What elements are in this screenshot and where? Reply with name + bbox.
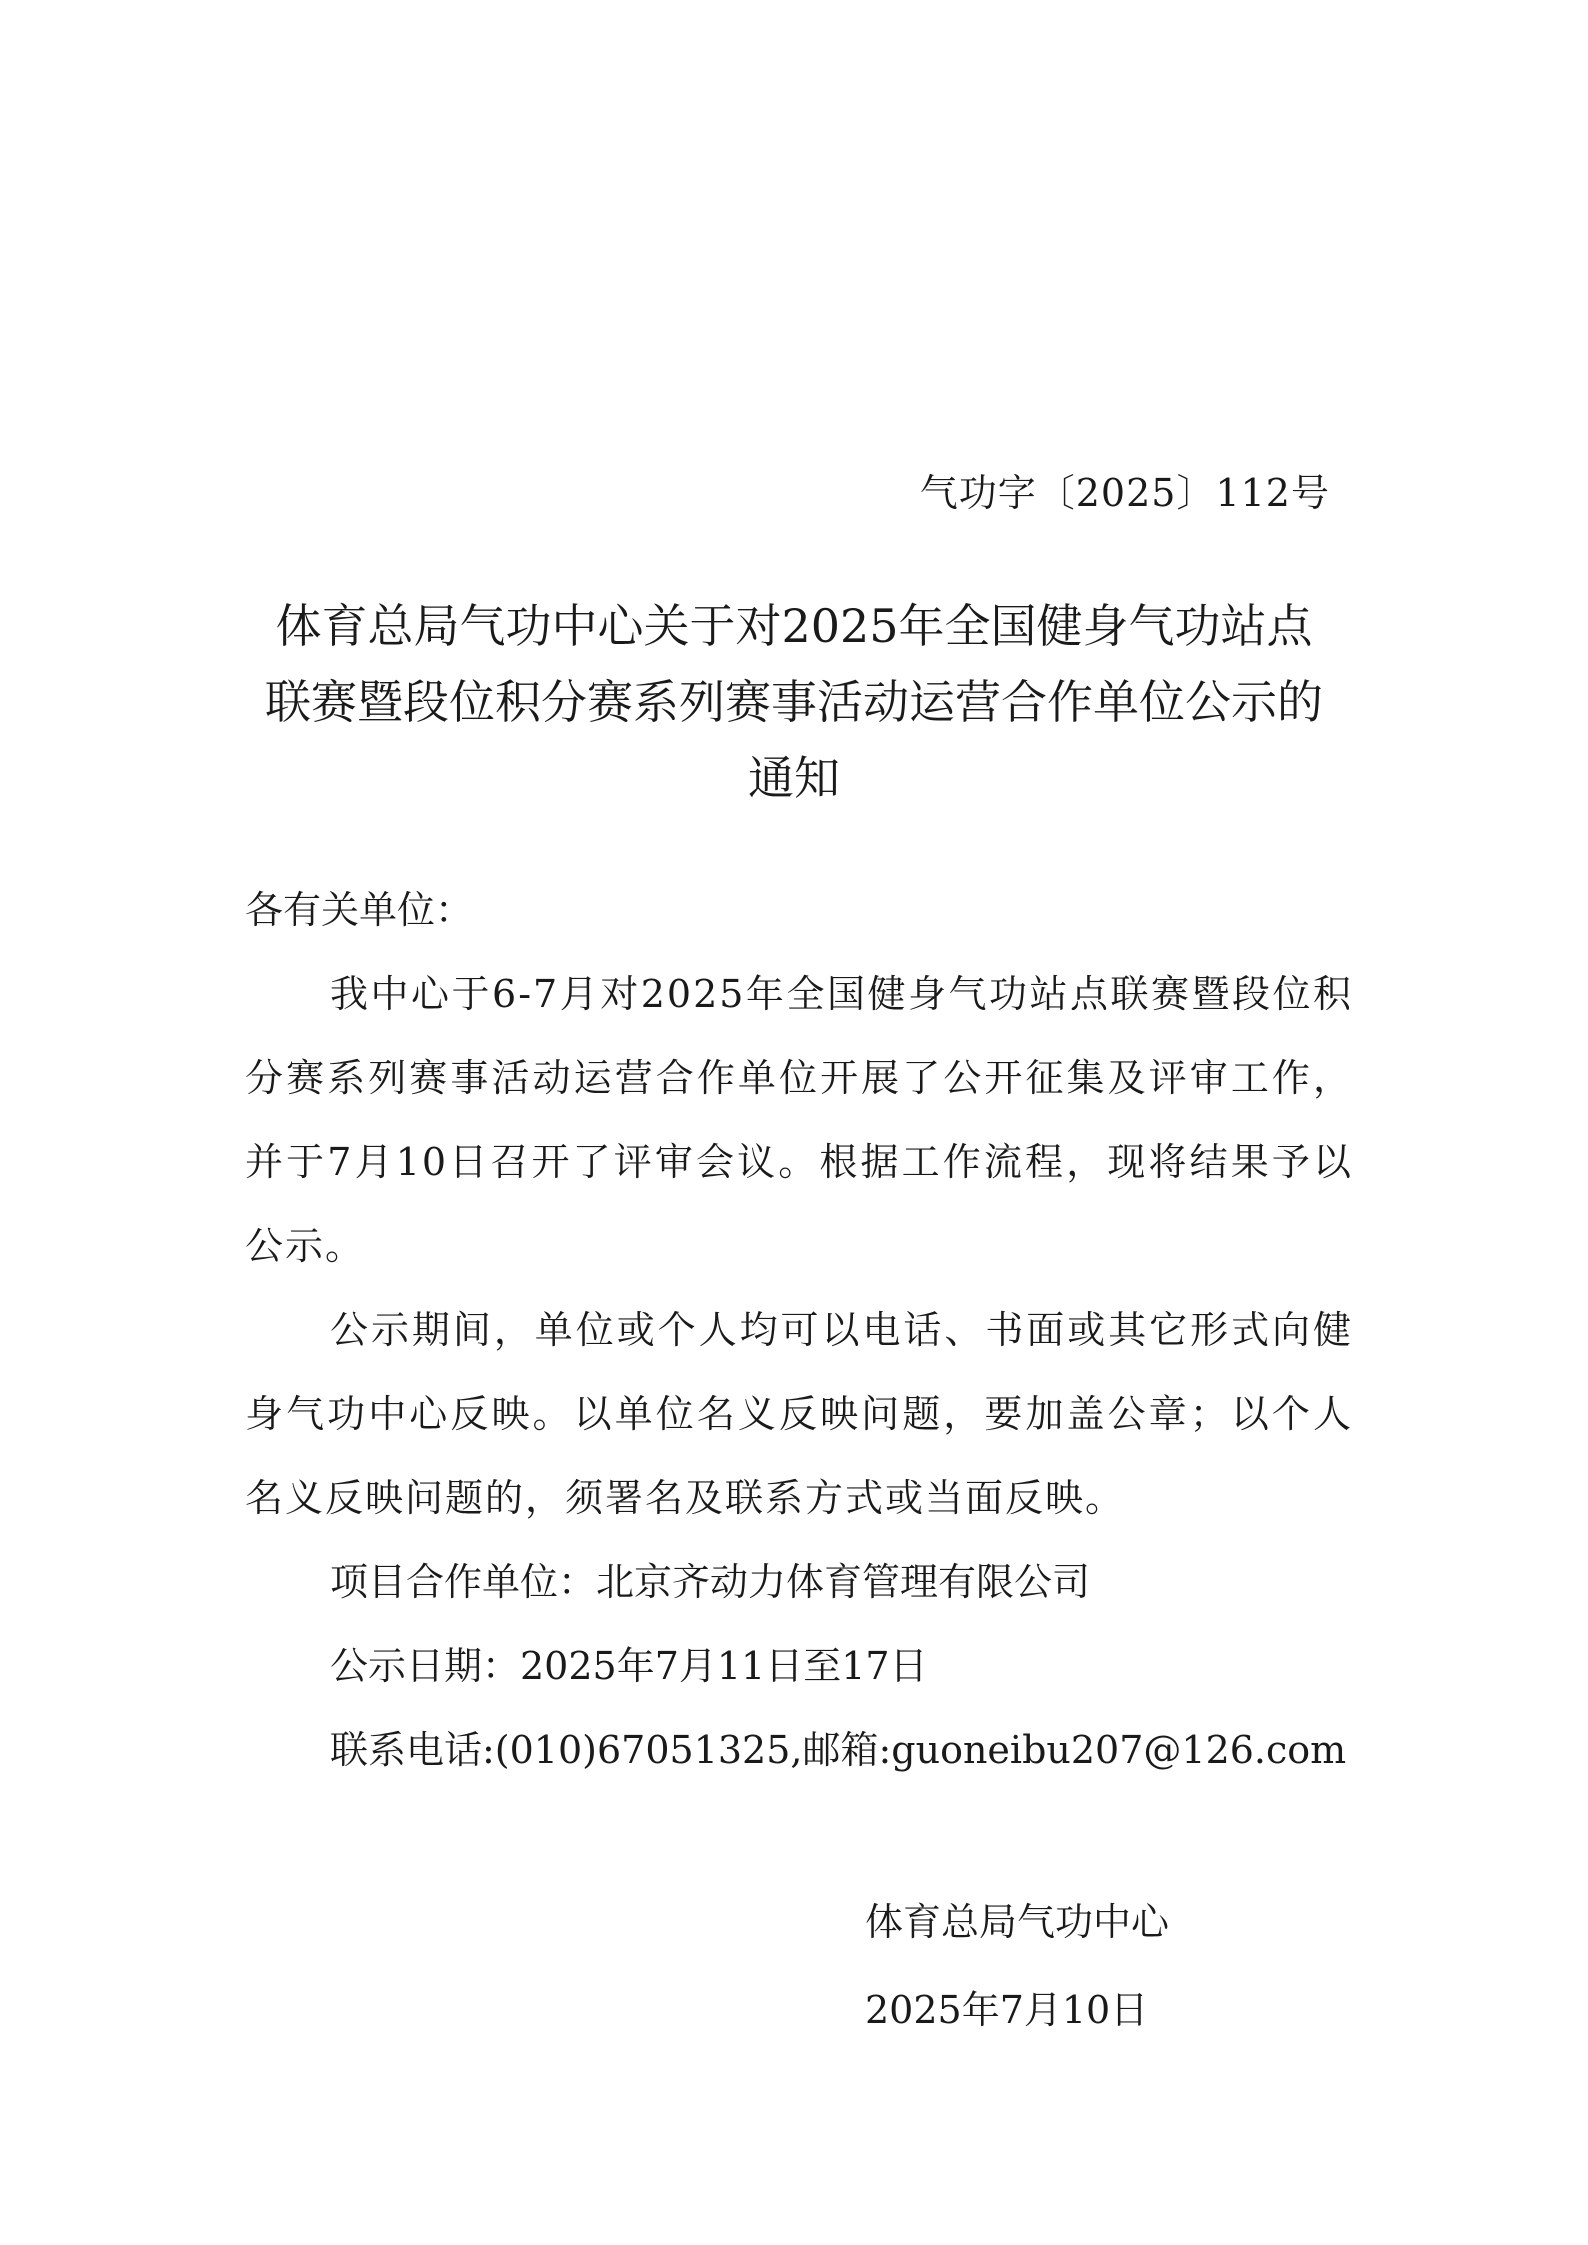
title-line-1: 体育总局气功中心关于对2025年全国健身气功站点 — [275, 599, 1313, 653]
paragraph-feedback: 公示期间，单位或个人均可以电话、书面或其它形式向健身气功中心反映。以单位名义反映问题，要加盖公章；以个人名义反映问题的，须署名及联系方式或当面反映。 — [245, 1308, 1353, 1520]
salutation: 各有关单位： — [245, 888, 474, 932]
title-line-3: 通知 — [748, 751, 840, 805]
signature-block — [865, 1878, 1169, 2054]
partner-line: 项目合作单位：北京齐动力体育管理有限公司 — [330, 1560, 1091, 1604]
document-body — [245, 868, 1353, 1792]
contact-line: 联系电话:(010)67051325,邮箱:guoneibu207@126.com — [330, 1728, 1347, 1772]
signature-org: 体育总局气功中心 — [865, 1900, 1170, 1944]
signature-date: 2025年7月10日 — [865, 1988, 1149, 2032]
document-title — [240, 588, 1348, 816]
document-number: 气功字〔2025〕112号 — [919, 471, 1330, 515]
publicity-period-line: 公示日期：2025年7月11日至17日 — [330, 1644, 928, 1688]
title-line-2: 联赛暨段位积分赛系列赛事活动运营合作单位公示的 — [265, 675, 1323, 729]
paragraph-review-result: 我中心于6-7月对2025年全国健身气功站点联赛暨段位积分赛系列赛事活动运营合作单位开展了公开征集及评审工作，并于7月10日召开了评审会议。根据工作流程，现将结果予以公示。 — [245, 972, 1353, 1268]
